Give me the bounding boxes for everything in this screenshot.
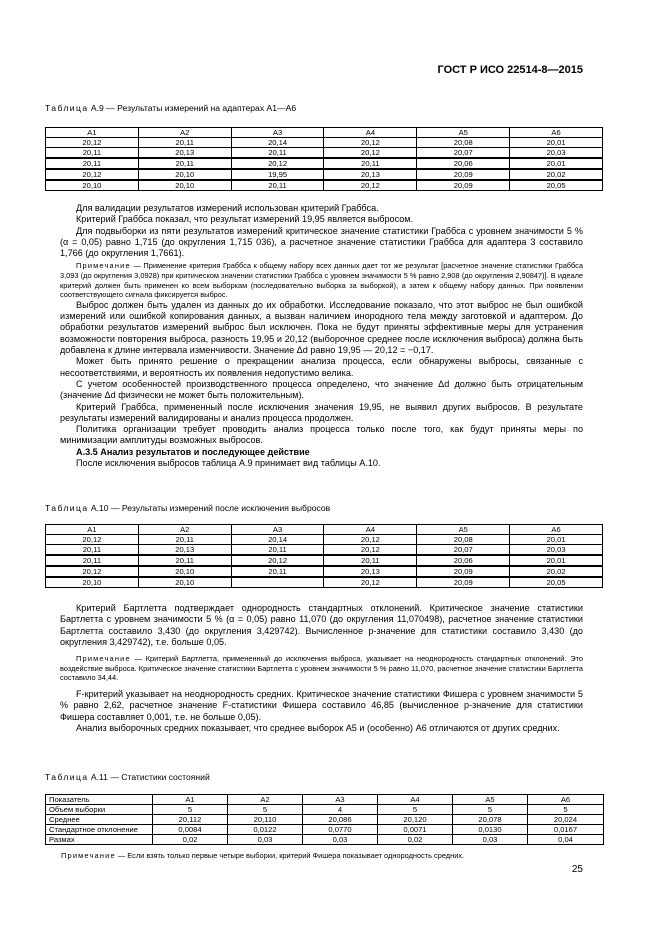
paragraph: F-критерий указывает на неоднородность средних. Критическое значение статистики Фишера с уровнем значимости 5 % равно 2,62, расчетное значение F-статистики Фишера составило 46,85 (вычисленное p-значение для статистики Фишера составляет 0,001, т.е. не больше 0,05). <box>60 688 583 722</box>
table-cell: 5 <box>528 805 604 815</box>
caption-label: Таблица <box>45 772 89 782</box>
table-cell: 20,06 <box>417 158 510 169</box>
table-cell: 20,12 <box>324 180 417 191</box>
table-cell: 20,01 <box>510 535 603 545</box>
table-cell: 20,10 <box>46 180 139 191</box>
table-cell: 20,11 <box>138 138 231 148</box>
table-cell: 20,12 <box>231 555 324 566</box>
table-a11-caption <box>45 772 210 782</box>
table-cell: Объем выборки <box>46 805 153 815</box>
table-cell: 5 <box>453 805 528 815</box>
column-header: А5 <box>417 525 510 535</box>
table-cell: 20,13 <box>138 545 231 556</box>
table-cell: 0,02 <box>378 835 453 845</box>
table-cell: 20,11 <box>46 545 139 556</box>
table-header-row <box>46 128 603 138</box>
table-cell: 20,03 <box>510 148 603 159</box>
table-a11 <box>45 794 604 845</box>
table-row <box>46 805 604 815</box>
column-header: А4 <box>378 795 453 805</box>
table-cell: 20,12 <box>324 545 417 556</box>
paragraph: Выброс должен быть удален из данных до их обработки. Исследование показало, что этот выброс не был ошибкой измерений или ошибкой копирования данных, а вызван наличием инородного тела между заготовкой и адаптером. До обработки результатов измерений выброс был исключен. Пока не будут приняты эффективные меры для устранения возможности повторения выброса, разность 19,95 и 20,12 (выборочное среднее после исключения выброса) должна быть добавлена к длине интервала изменчивости. Значение Δd равно 19,95 — 20,12 = −0,17. <box>60 299 583 356</box>
table-cell: 0,0167 <box>528 825 604 835</box>
table-cell: 20,12 <box>231 158 324 169</box>
column-header: А1 <box>46 525 139 535</box>
table-cell: 20,12 <box>46 138 139 148</box>
column-header: А6 <box>510 525 603 535</box>
page-number: 25 <box>571 864 583 875</box>
table-cell: Размах <box>46 835 153 845</box>
table-cell: 20,10 <box>138 566 231 577</box>
caption-text: А.11 — Статистики состояний <box>88 772 210 782</box>
caption-text: А.9 — Результаты измерений на адаптерах А1—А6 <box>88 103 297 113</box>
table-cell: 20,12 <box>324 138 417 148</box>
table-cell: 20,01 <box>510 158 603 169</box>
table-cell: 20,08 <box>417 535 510 545</box>
table-cell: 20,12 <box>324 148 417 159</box>
table-cell: 5 <box>153 805 228 815</box>
section-heading: А.3.5 Анализ результатов и последующее действие <box>76 446 310 457</box>
table-cell: 20,10 <box>138 169 231 180</box>
table-cell: 20,086 <box>303 815 378 825</box>
table-row <box>46 148 603 159</box>
table-row <box>46 169 603 180</box>
table-cell: Стандартное отклонение <box>46 825 153 835</box>
table-cell: 20,11 <box>324 158 417 169</box>
caption-label: Таблица <box>45 103 89 113</box>
table-cell: 20,11 <box>46 555 139 566</box>
paragraph: Критерий Бартлетта подтверждает однородность стандартных отклонений. Критическое значение статистики Бартлетта с уровнем значимости 5 % (α = 0,05) равно 11,070 (до округления 11,070498), расчетное значение статистики Бартлетта составило 3,430 (до округления 3,429742). Вычисленное p-значение для статистики составило 3,430 (до округления 3,429742), т.е. больше 0,05. <box>60 603 583 647</box>
table-cell: 20,11 <box>324 555 417 566</box>
table-a9 <box>45 127 603 191</box>
table-cell: 20,12 <box>46 535 139 545</box>
note-label: Примечание <box>76 261 131 271</box>
table-cell: 20,09 <box>417 566 510 577</box>
column-header: Показатель <box>46 795 153 805</box>
table-cell: 0,03 <box>228 835 303 845</box>
table-cell: 20,05 <box>510 577 603 588</box>
table-cell: 19,95 <box>231 169 324 180</box>
table-cell: 4 <box>303 805 378 815</box>
table-row <box>46 555 603 566</box>
standard-header: ГОСТ Р ИСО 22514-8—2015 <box>437 64 583 76</box>
table-row <box>46 825 604 835</box>
note-label: Примечание <box>76 654 131 664</box>
table-a10 <box>45 524 603 588</box>
table-cell: 20,11 <box>138 555 231 566</box>
table-cell: 20,11 <box>231 148 324 159</box>
table-cell: 20,07 <box>417 545 510 556</box>
caption-label: Таблица <box>45 503 89 513</box>
table-cell: 20,12 <box>46 566 139 577</box>
table-cell: 0,03 <box>303 835 378 845</box>
note <box>60 654 583 683</box>
table-cell: 20,120 <box>378 815 453 825</box>
column-header: А6 <box>510 128 603 138</box>
table-cell: 20,12 <box>324 577 417 588</box>
paragraph: Для подвыборки из пяти результатов измерений критическое значение статистики Граббса с уровнем значимости 5 % (α = 0,05) равно 1,715 (до округления 1,715 036), а расчетное значение статистики Граббса для адаптера 3 составило 1,766 (до округления 1,7661). <box>60 225 583 259</box>
caption-text: А.10 — Результаты измерений после исключения выбросов <box>88 503 331 513</box>
table-row <box>46 138 603 148</box>
table-cell: 20,02 <box>510 169 603 180</box>
column-header: А5 <box>453 795 528 805</box>
table-cell: 0,04 <box>528 835 604 845</box>
table-cell: 20,112 <box>153 815 228 825</box>
table-cell: 0,0130 <box>453 825 528 835</box>
table-cell: 20,024 <box>528 815 604 825</box>
note-label: Примечание <box>61 851 116 860</box>
paragraph: Для валидации результатов измерений использован критерий Граббса. <box>76 203 379 213</box>
table-cell <box>231 577 324 588</box>
table-cell: 20,06 <box>417 555 510 566</box>
paragraph: Критерий Граббса, примененный после исключения значения 19,95, не выявил других выбросов. В результате результаты измерений валидированы и анализ процесса продолжен. <box>60 401 583 423</box>
table-row <box>46 815 604 825</box>
column-header: А3 <box>303 795 378 805</box>
column-header: А2 <box>138 525 231 535</box>
paragraph: Анализ выборочных средних показывает, что среднее выборок А5 и (особенно) А6 отличаются от других средних. <box>76 722 560 733</box>
table-cell: 20,14 <box>231 138 324 148</box>
paragraph: С учетом особенностей производственного процесса определено, что значение Δd должно быть отрицательным (значение Δd физически не может быть положительным). <box>60 378 583 401</box>
table-cell: 0,0084 <box>153 825 228 835</box>
table-row <box>46 577 603 588</box>
note-text: — Если взять только первые четыре выборки, критерий Фишера показывает однородность средних. <box>115 851 465 860</box>
table-row <box>46 566 603 577</box>
table-cell: 20,11 <box>231 566 324 577</box>
table-cell: 20,11 <box>231 180 324 191</box>
table-cell: 20,01 <box>510 138 603 148</box>
table-cell: 20,078 <box>453 815 528 825</box>
column-header: А4 <box>324 525 417 535</box>
table-cell: 20,13 <box>324 169 417 180</box>
table-cell: 20,10 <box>138 180 231 191</box>
table-cell: Среднее <box>46 815 153 825</box>
table-cell: 20,01 <box>510 555 603 566</box>
table-cell: 20,05 <box>510 180 603 191</box>
table-row <box>46 835 604 845</box>
table-cell: 20,11 <box>231 545 324 556</box>
table-cell: 0,0071 <box>378 825 453 835</box>
table-row <box>46 545 603 556</box>
table-cell: 0,03 <box>453 835 528 845</box>
table-a10-caption <box>45 503 330 513</box>
table-cell: 0,0122 <box>228 825 303 835</box>
column-header: А3 <box>231 525 324 535</box>
table-cell: 5 <box>228 805 303 815</box>
table-a9-caption <box>45 103 296 113</box>
column-header: А2 <box>228 795 303 805</box>
table-cell: 20,11 <box>46 158 139 169</box>
table-cell: 20,07 <box>417 148 510 159</box>
note <box>45 851 603 861</box>
table-cell: 0,0770 <box>303 825 378 835</box>
table-cell: 20,12 <box>324 535 417 545</box>
paragraph: Может быть принято решение о прекращении анализа процесса, если обнаружены выбросы, связанные с несоответствиями, и вероятность их появления недопустимо велика. <box>60 356 583 378</box>
column-header: А1 <box>46 128 139 138</box>
table-cell: 20,09 <box>417 577 510 588</box>
note-text: — Применение критерия Граббса к общему набору всех данных дает тот же результат [расчетное значение статистики Граббса 3,093 (до округления 3,0928) при критическом значении статистики Граббса с уровнем значимости 5 % равно 2,908 (до округления 2,90847)]. В идеале критерий должен быть применен ко всем выборкам (последовательно выборка за выборкой), а затем к общему набору данных. При появлении соответствующего сигнала фиксируется выброс. <box>60 261 583 300</box>
column-header: А4 <box>324 128 417 138</box>
paragraph: Политика организации требует проводить анализ процесса только после того, как будут приняты меры по минимизации амплитуды возможных выбросов. <box>60 424 583 446</box>
table-cell: 20,09 <box>417 169 510 180</box>
table-row <box>46 158 603 169</box>
column-header: А1 <box>153 795 228 805</box>
column-header: А5 <box>417 128 510 138</box>
note <box>60 261 583 299</box>
table-header-row <box>46 525 603 535</box>
table-cell: 5 <box>378 805 453 815</box>
table-cell: 20,11 <box>138 158 231 169</box>
table-cell: 20,11 <box>46 148 139 159</box>
table-a11-footnote <box>45 851 603 861</box>
table-cell: 20,12 <box>46 169 139 180</box>
text-block-2 <box>60 603 583 734</box>
table-cell: 20,02 <box>510 566 603 577</box>
column-header: А6 <box>528 795 604 805</box>
table-cell: 20,13 <box>324 566 417 577</box>
table-cell: 20,110 <box>228 815 303 825</box>
column-header: А3 <box>231 128 324 138</box>
table-header-row <box>46 795 604 805</box>
table-cell: 20,13 <box>138 148 231 159</box>
table-cell: 20,09 <box>417 180 510 191</box>
table-cell: 20,11 <box>138 535 231 545</box>
table-cell: 20,10 <box>46 577 139 588</box>
column-header: А2 <box>138 128 231 138</box>
paragraph: Критерий Граббса показал, что результат измерений 19,95 является выбросом. <box>76 214 414 225</box>
note-text: — Критерий Бартлетта, примененный до исключения выброса, указывает на неоднородность стандартных отклонений. Это воздействие выброса. Критическое значение статистики Бартлетта с уровнем значимости 5 % равно 11,070, расчетное значение статистики Бартлетта составило 34,44. <box>60 654 583 683</box>
table-cell: 20,03 <box>510 545 603 556</box>
paragraph: После исключения выбросов таблица А.9 принимает вид таблицы А.10. <box>76 458 381 469</box>
text-block-1 <box>60 203 583 469</box>
table-row <box>46 180 603 191</box>
table-cell: 20,08 <box>417 138 510 148</box>
table-cell: 0,02 <box>153 835 228 845</box>
table-row <box>46 535 603 545</box>
table-cell: 20,14 <box>231 535 324 545</box>
table-cell: 20,10 <box>138 577 231 588</box>
